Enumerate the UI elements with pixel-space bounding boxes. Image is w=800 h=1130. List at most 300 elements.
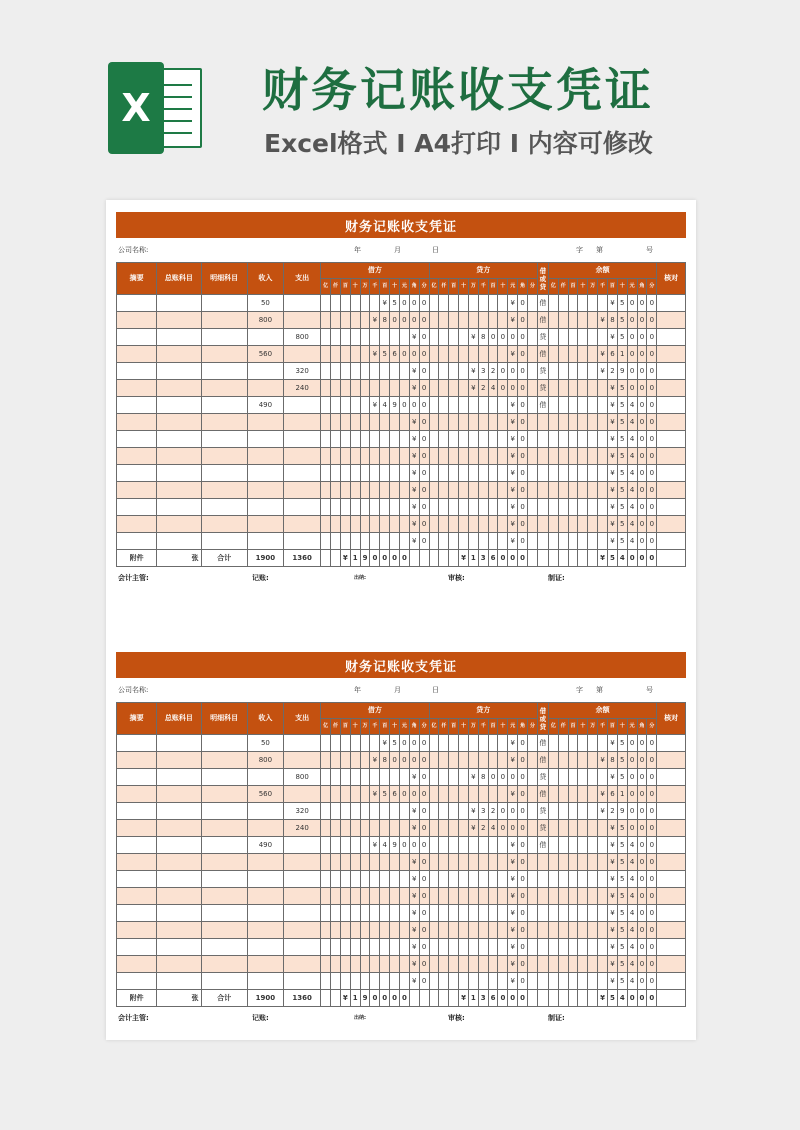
general-account-cell[interactable] — [157, 803, 201, 820]
general-account-cell[interactable] — [157, 380, 201, 397]
debit-digit — [331, 533, 341, 550]
summary-cell[interactable] — [117, 786, 157, 803]
debit-digit — [331, 905, 341, 922]
check-cell[interactable] — [657, 905, 686, 922]
balance-digit: ¥ — [608, 854, 618, 871]
debit-digit — [331, 939, 341, 956]
balance-digit — [598, 295, 608, 312]
debit-or-credit-cell: 贷 — [537, 380, 548, 397]
credit-digit — [459, 312, 469, 329]
balance-digit: ¥ — [608, 499, 618, 516]
credit-digit — [429, 380, 439, 397]
summary-cell[interactable] — [117, 871, 157, 888]
detail-account-cell[interactable] — [201, 346, 247, 363]
expense-cell[interactable] — [284, 346, 321, 363]
balance-digit: 5 — [617, 973, 627, 990]
expense-cell[interactable] — [284, 533, 321, 550]
expense-cell[interactable] — [284, 312, 321, 329]
debit-digit: 5 — [380, 786, 390, 803]
detail-account-cell[interactable] — [201, 854, 247, 871]
income-cell[interactable]: 800 — [247, 312, 283, 329]
check-cell[interactable] — [657, 346, 686, 363]
debit-digit: 0 — [409, 397, 419, 414]
credit-digit — [449, 956, 459, 973]
check-cell[interactable] — [657, 786, 686, 803]
income-cell[interactable] — [247, 888, 283, 905]
voucher — [116, 212, 686, 587]
detail-account-cell[interactable] — [201, 329, 247, 346]
detail-account-cell[interactable] — [201, 888, 247, 905]
check-cell[interactable] — [657, 312, 686, 329]
voucher-footer — [116, 567, 686, 587]
detail-account-cell[interactable] — [201, 905, 247, 922]
company-label: 公司名称: — [118, 246, 149, 254]
balance-digit: 6 — [608, 346, 618, 363]
expense-cell[interactable] — [284, 922, 321, 939]
detail-account-cell[interactable] — [201, 871, 247, 888]
debit-digit — [399, 499, 409, 516]
debit-digit — [390, 820, 400, 837]
credit-digit: 3 — [478, 363, 488, 380]
balance-digit — [548, 854, 558, 871]
summary-cell[interactable] — [117, 973, 157, 990]
income-cell[interactable] — [247, 448, 283, 465]
check-cell[interactable] — [657, 295, 686, 312]
check-cell[interactable] — [657, 380, 686, 397]
credit-digit — [498, 397, 508, 414]
expense-cell[interactable] — [284, 888, 321, 905]
digit-header: 亿 — [321, 279, 331, 295]
debit-digit — [380, 363, 390, 380]
debit-digit — [321, 329, 331, 346]
general-account-cell[interactable] — [157, 939, 201, 956]
expense-cell[interactable] — [284, 973, 321, 990]
general-account-cell[interactable] — [157, 363, 201, 380]
expense-cell[interactable]: 240 — [284, 380, 321, 397]
expense-cell[interactable]: 320 — [284, 803, 321, 820]
general-account-cell[interactable] — [157, 516, 201, 533]
detail-account-cell[interactable] — [201, 922, 247, 939]
expense-cell[interactable] — [284, 482, 321, 499]
credit-digit — [449, 431, 459, 448]
general-account-cell[interactable] — [157, 482, 201, 499]
check-cell[interactable] — [657, 769, 686, 786]
income-cell[interactable]: 490 — [247, 837, 283, 854]
credit-digit: ¥ — [508, 973, 518, 990]
cashier-label: 出纳: — [354, 575, 366, 581]
table-row — [117, 465, 686, 482]
summary-cell[interactable] — [117, 922, 157, 939]
digit-header: 百 — [340, 279, 350, 295]
di-label: 第 — [596, 246, 603, 254]
debit-digit — [340, 905, 350, 922]
debit-digit — [360, 786, 370, 803]
income-cell[interactable]: 50 — [247, 295, 283, 312]
check-cell[interactable] — [657, 431, 686, 448]
check-cell[interactable] — [657, 854, 686, 871]
check-cell[interactable] — [657, 533, 686, 550]
detail-account-cell[interactable] — [201, 973, 247, 990]
summary-cell[interactable] — [117, 397, 157, 414]
credit-digit: 0 — [508, 820, 518, 837]
detail-account-cell[interactable] — [201, 769, 247, 786]
company-label: 公司名称: — [118, 686, 149, 694]
debit-digit: ¥ — [409, 465, 419, 482]
credit-digit: ¥ — [508, 448, 518, 465]
balance-digit — [548, 786, 558, 803]
balance-digit — [568, 905, 578, 922]
balance-digit — [558, 346, 568, 363]
debit-or-credit-cell: 借 — [537, 397, 548, 414]
credit-digit — [498, 905, 508, 922]
expense-cell[interactable] — [284, 939, 321, 956]
summary-cell[interactable] — [117, 888, 157, 905]
summary-cell[interactable] — [117, 380, 157, 397]
debit-digit — [399, 905, 409, 922]
balance-digit: 5 — [617, 769, 627, 786]
detail-account-cell[interactable] — [201, 499, 247, 516]
expense-cell[interactable]: 320 — [284, 363, 321, 380]
income-cell[interactable] — [247, 905, 283, 922]
income-cell[interactable] — [247, 516, 283, 533]
summary-cell[interactable] — [117, 735, 157, 752]
detail-account-cell[interactable] — [201, 363, 247, 380]
summary-cell[interactable] — [117, 482, 157, 499]
detail-account-cell[interactable] — [201, 397, 247, 414]
debit-digit: 6 — [390, 786, 400, 803]
debit-or-credit-cell: 贷 — [537, 329, 548, 346]
debit-digit — [380, 329, 390, 346]
general-account-cell[interactable] — [157, 871, 201, 888]
expense-cell[interactable]: 800 — [284, 769, 321, 786]
detail-account-cell[interactable] — [201, 465, 247, 482]
credit-digit — [459, 397, 469, 414]
income-cell[interactable] — [247, 922, 283, 939]
general-account-cell[interactable] — [157, 956, 201, 973]
general-account-cell[interactable] — [157, 448, 201, 465]
detail-account-cell[interactable] — [201, 431, 247, 448]
general-account-cell[interactable] — [157, 973, 201, 990]
summary-cell[interactable] — [117, 499, 157, 516]
summary-cell[interactable] — [117, 752, 157, 769]
summary-cell[interactable] — [117, 769, 157, 786]
balance-digit — [558, 922, 568, 939]
debit-digit: ¥ — [409, 431, 419, 448]
expense-cell[interactable] — [284, 956, 321, 973]
debit-digit — [360, 448, 370, 465]
income-cell[interactable] — [247, 499, 283, 516]
debit-digit — [360, 956, 370, 973]
expense-cell[interactable] — [284, 786, 321, 803]
general-account-cell[interactable] — [157, 295, 201, 312]
general-account-cell[interactable] — [157, 820, 201, 837]
check-cell[interactable] — [657, 820, 686, 837]
detail-account-cell[interactable] — [201, 939, 247, 956]
expense-cell[interactable] — [284, 752, 321, 769]
credit-digit: 0 — [518, 295, 528, 312]
check-cell[interactable] — [657, 837, 686, 854]
general-account-cell[interactable] — [157, 499, 201, 516]
general-account-cell[interactable] — [157, 735, 201, 752]
general-account-cell[interactable] — [157, 414, 201, 431]
check-cell[interactable] — [657, 329, 686, 346]
income-cell[interactable] — [247, 820, 283, 837]
debit-digit: ¥ — [370, 312, 380, 329]
income-cell[interactable] — [247, 871, 283, 888]
check-cell[interactable] — [657, 939, 686, 956]
expense-cell[interactable] — [284, 854, 321, 871]
digit-header: 元 — [508, 719, 518, 735]
income-cell[interactable] — [247, 431, 283, 448]
balance-digit — [578, 871, 588, 888]
income-cell[interactable]: 800 — [247, 752, 283, 769]
summary-cell[interactable] — [117, 905, 157, 922]
expense-cell[interactable] — [284, 905, 321, 922]
summary-cell[interactable] — [117, 363, 157, 380]
detail-account-cell[interactable] — [201, 820, 247, 837]
summary-cell[interactable] — [117, 939, 157, 956]
expense-cell[interactable] — [284, 465, 321, 482]
expense-cell[interactable] — [284, 516, 321, 533]
general-account-cell[interactable] — [157, 922, 201, 939]
check-cell[interactable] — [657, 465, 686, 482]
balance-digit — [588, 516, 598, 533]
check-cell[interactable] — [657, 752, 686, 769]
debit-digit: 0 — [419, 499, 429, 516]
summary-cell[interactable] — [117, 533, 157, 550]
credit-digit — [459, 973, 469, 990]
balance-digit — [558, 397, 568, 414]
balance-digit: 0 — [627, 803, 637, 820]
summary-cell[interactable] — [117, 312, 157, 329]
total-label: 合计 — [201, 550, 247, 567]
detail-account-cell[interactable] — [201, 482, 247, 499]
check-cell[interactable] — [657, 973, 686, 990]
summary-cell[interactable] — [117, 854, 157, 871]
detail-account-cell[interactable] — [201, 786, 247, 803]
income-cell[interactable]: 560 — [247, 786, 283, 803]
general-account-cell[interactable] — [157, 533, 201, 550]
income-cell[interactable] — [247, 803, 283, 820]
balance-digit — [588, 803, 598, 820]
debit-digit — [390, 465, 400, 482]
general-account-cell[interactable] — [157, 752, 201, 769]
credit-digit: 0 — [518, 956, 528, 973]
balance-digit: 0 — [647, 922, 657, 939]
general-account-cell[interactable] — [157, 431, 201, 448]
general-account-cell[interactable] — [157, 397, 201, 414]
summary-cell[interactable] — [117, 516, 157, 533]
detail-account-cell[interactable] — [201, 837, 247, 854]
income-cell[interactable] — [247, 939, 283, 956]
header-debit-or-credit: 借或贷 — [537, 703, 548, 735]
expense-cell[interactable]: 240 — [284, 820, 321, 837]
general-account-cell[interactable] — [157, 888, 201, 905]
income-cell[interactable]: 50 — [247, 735, 283, 752]
table-row — [117, 448, 686, 465]
general-account-cell[interactable] — [157, 905, 201, 922]
total-debit-digit — [331, 550, 341, 567]
total-credit-digit — [449, 990, 459, 1007]
general-account-cell[interactable] — [157, 312, 201, 329]
credit-digit — [439, 346, 449, 363]
balance-digit — [598, 380, 608, 397]
total-debit-digit: 0 — [370, 550, 380, 567]
income-cell[interactable] — [247, 973, 283, 990]
summary-cell[interactable] — [117, 956, 157, 973]
income-cell[interactable] — [247, 769, 283, 786]
detail-account-cell[interactable] — [201, 414, 247, 431]
credit-digit — [449, 905, 459, 922]
balance-digit: 0 — [647, 939, 657, 956]
summary-cell[interactable] — [117, 295, 157, 312]
balance-digit: 0 — [647, 312, 657, 329]
general-account-cell[interactable] — [157, 346, 201, 363]
detail-account-cell[interactable] — [201, 312, 247, 329]
credit-digit: ¥ — [508, 312, 518, 329]
voucher-info — [116, 238, 686, 262]
expense-cell[interactable] — [284, 431, 321, 448]
credit-digit — [488, 837, 498, 854]
general-account-cell[interactable] — [157, 786, 201, 803]
summary-cell[interactable] — [117, 465, 157, 482]
summary-cell[interactable] — [117, 414, 157, 431]
debit-digit — [360, 329, 370, 346]
credit-digit — [528, 312, 538, 329]
debit-digit — [321, 854, 331, 871]
debit-digit — [370, 888, 380, 905]
total-balance-digit — [548, 990, 558, 1007]
detail-account-cell[interactable] — [201, 735, 247, 752]
check-cell[interactable] — [657, 922, 686, 939]
debit-or-credit-cell — [537, 973, 548, 990]
balance-digit: 0 — [637, 533, 647, 550]
detail-account-cell[interactable] — [201, 533, 247, 550]
income-cell[interactable] — [247, 465, 283, 482]
detail-account-cell[interactable] — [201, 448, 247, 465]
debit-digit — [350, 346, 360, 363]
detail-account-cell[interactable] — [201, 956, 247, 973]
credit-digit — [498, 448, 508, 465]
check-cell[interactable] — [657, 397, 686, 414]
debit-digit — [331, 837, 341, 854]
income-cell[interactable] — [247, 414, 283, 431]
check-cell[interactable] — [657, 499, 686, 516]
debit-digit — [331, 380, 341, 397]
debit-digit — [360, 533, 370, 550]
summary-cell[interactable] — [117, 346, 157, 363]
total-credit-digit — [439, 990, 449, 1007]
credit-digit: 2 — [488, 363, 498, 380]
check-cell[interactable] — [657, 448, 686, 465]
debit-digit — [321, 363, 331, 380]
debit-digit — [350, 448, 360, 465]
general-account-cell[interactable] — [157, 854, 201, 871]
detail-account-cell[interactable] — [201, 752, 247, 769]
expense-cell[interactable] — [284, 414, 321, 431]
expense-cell[interactable] — [284, 397, 321, 414]
check-cell[interactable] — [657, 888, 686, 905]
total-check-cell — [657, 550, 686, 567]
detail-account-cell[interactable] — [201, 803, 247, 820]
detail-account-cell[interactable] — [201, 516, 247, 533]
income-cell[interactable] — [247, 380, 283, 397]
general-account-cell[interactable] — [157, 837, 201, 854]
balance-digit — [578, 397, 588, 414]
check-cell[interactable] — [657, 482, 686, 499]
expense-cell[interactable] — [284, 448, 321, 465]
income-cell[interactable] — [247, 533, 283, 550]
credit-digit — [488, 735, 498, 752]
check-cell[interactable] — [657, 871, 686, 888]
debit-digit — [331, 346, 341, 363]
detail-account-cell[interactable] — [201, 295, 247, 312]
summary-cell[interactable] — [117, 448, 157, 465]
debit-digit: 0 — [419, 786, 429, 803]
income-cell[interactable]: 490 — [247, 397, 283, 414]
credit-digit — [429, 431, 439, 448]
income-cell[interactable] — [247, 329, 283, 346]
general-account-cell[interactable] — [157, 329, 201, 346]
income-cell[interactable] — [247, 956, 283, 973]
debit-digit — [321, 465, 331, 482]
summary-cell[interactable] — [117, 431, 157, 448]
credit-digit — [449, 973, 459, 990]
summary-cell[interactable] — [117, 329, 157, 346]
balance-digit: 5 — [617, 295, 627, 312]
digit-header: 角 — [637, 719, 647, 735]
balance-digit — [578, 312, 588, 329]
digit-header: 千 — [478, 279, 488, 295]
balance-digit: 5 — [617, 312, 627, 329]
expense-cell[interactable] — [284, 499, 321, 516]
expense-cell[interactable] — [284, 735, 321, 752]
check-cell[interactable] — [657, 414, 686, 431]
debit-digit: 8 — [380, 312, 390, 329]
check-cell[interactable] — [657, 956, 686, 973]
expense-cell[interactable] — [284, 295, 321, 312]
credit-digit — [468, 295, 478, 312]
check-cell[interactable] — [657, 363, 686, 380]
credit-digit: 0 — [518, 871, 528, 888]
income-cell[interactable] — [247, 482, 283, 499]
income-cell[interactable]: 560 — [247, 346, 283, 363]
debit-digit — [360, 820, 370, 837]
expense-cell[interactable] — [284, 837, 321, 854]
expense-cell[interactable] — [284, 871, 321, 888]
check-cell[interactable] — [657, 516, 686, 533]
general-account-cell[interactable] — [157, 769, 201, 786]
balance-digit: 4 — [627, 922, 637, 939]
summary-cell[interactable] — [117, 803, 157, 820]
general-account-cell[interactable] — [157, 465, 201, 482]
income-cell[interactable] — [247, 854, 283, 871]
debit-digit: 0 — [409, 752, 419, 769]
detail-account-cell[interactable] — [201, 380, 247, 397]
total-credit-digit: ¥ — [459, 990, 469, 1007]
credit-digit — [528, 973, 538, 990]
debit-digit — [360, 735, 370, 752]
summary-cell[interactable] — [117, 820, 157, 837]
check-cell[interactable] — [657, 803, 686, 820]
income-cell[interactable] — [247, 363, 283, 380]
expense-cell[interactable]: 800 — [284, 329, 321, 346]
debit-digit — [340, 888, 350, 905]
summary-cell[interactable] — [117, 837, 157, 854]
balance-digit — [598, 871, 608, 888]
balance-digit — [578, 346, 588, 363]
check-cell[interactable] — [657, 735, 686, 752]
